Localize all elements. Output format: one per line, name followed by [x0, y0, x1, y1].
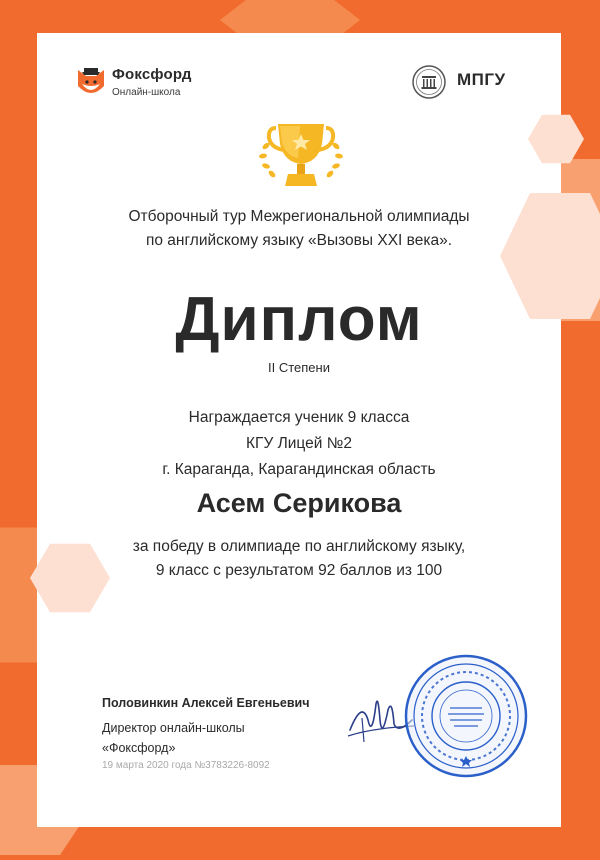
- signer-name: Половинкин Алексей Евгеньевич: [102, 696, 310, 710]
- award-reason-line: за победу в олимпиаде по английскому языку,: [132, 538, 466, 555]
- school-name: КГУ Лицей №2: [246, 435, 352, 452]
- signer-position: [102, 718, 302, 758]
- olympiad-title: [37, 205, 561, 253]
- awarded-line: Награждается ученик 9 класса: [188, 409, 410, 426]
- signer-position-line: «Фоксфорд»: [102, 741, 176, 755]
- school-location: г. Караганда, Карагандинская область: [162, 461, 436, 478]
- winner-name: Асем Серикова: [196, 488, 402, 518]
- olympiad-title-line: по английскому языку «Вызовы XXI века».: [145, 232, 452, 249]
- awarded-block: [37, 405, 561, 483]
- official-stamp-image: [402, 652, 530, 780]
- diploma-degree: II Степени: [268, 360, 330, 375]
- document-info: 19 марта 2020 года №3783226-8092: [102, 760, 270, 771]
- partner-name: МПГУ: [457, 70, 506, 89]
- award-reason: [37, 535, 561, 583]
- fox-logo-icon: [76, 66, 106, 98]
- diploma-title: Диплом: [175, 285, 423, 354]
- award-reason-line: 9 класс с результатом 92 баллов из 100: [155, 562, 443, 579]
- brand-subtitle: Онлайн-школа: [112, 87, 181, 98]
- brand-name: Фоксфорд: [112, 66, 192, 83]
- olympiad-title-line: Отборочный тур Межрегиональной олимпиады: [128, 208, 470, 225]
- signer-position-line: Директор онлайн-школы: [102, 721, 245, 735]
- trophy-icon: [254, 120, 348, 190]
- university-emblem-icon: [411, 64, 447, 100]
